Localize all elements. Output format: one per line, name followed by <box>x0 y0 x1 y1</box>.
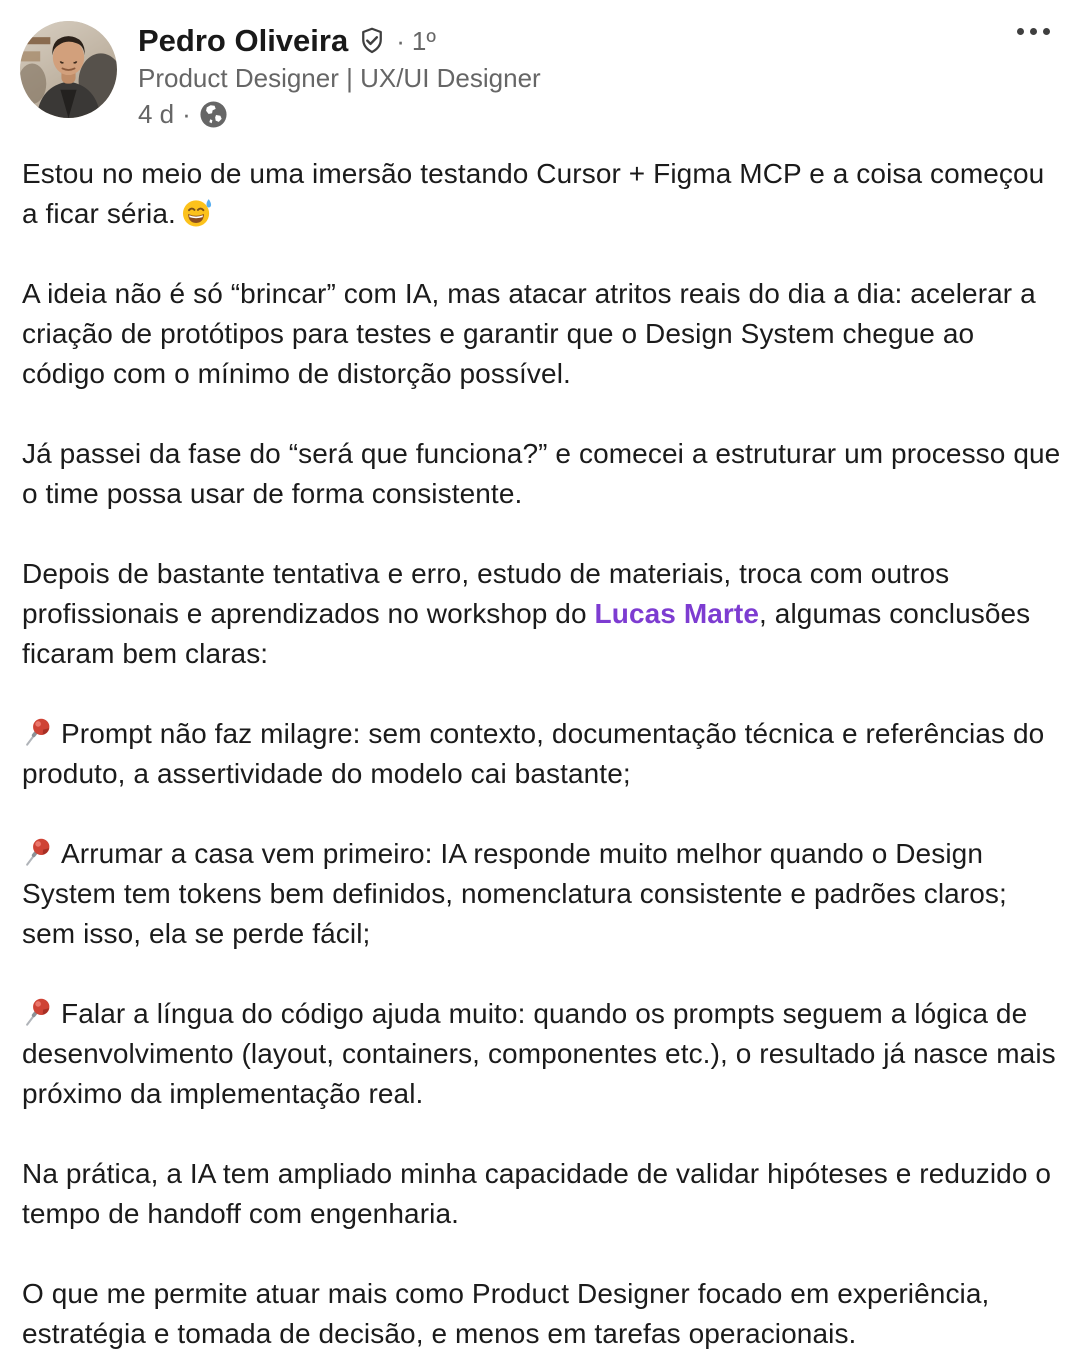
grinning-face-with-sweat-emoji <box>182 197 213 228</box>
paragraph-text: Prompt não faz milagre: sem contexto, documentação técnica e referências do produto, a assertividade do modelo cai bastante; <box>22 718 1045 789</box>
post-paragraph <box>22 994 1062 1114</box>
separator-dot: · <box>182 99 191 129</box>
mention-link-lucas-marte[interactable]: Lucas Marte <box>594 598 760 629</box>
dot <box>1030 28 1037 35</box>
post-paragraph <box>22 554 1062 674</box>
author-name[interactable]: Pedro Oliveira <box>138 23 349 58</box>
separator-dot: · <box>396 26 405 56</box>
pushpin-emoji <box>22 837 52 867</box>
post-paragraph <box>22 1274 1062 1354</box>
globe-public-icon <box>199 100 228 129</box>
post-header <box>0 0 1084 129</box>
post-paragraph <box>22 714 1062 794</box>
paragraph-text: Na prática, a IA tem ampliado minha capacidade de validar hipóteses e reduzido o tempo de handoff com engenharia. <box>22 1158 1052 1229</box>
pushpin-emoji <box>22 717 52 747</box>
paragraph-text: Depois de bastante tentativa e erro, estudo de materiais, troca com outros profissionais e aprendizados no workshop do <box>22 558 950 629</box>
post-paragraph <box>22 154 1062 234</box>
post-timestamp: 4 d <box>138 99 175 129</box>
avatar-photo <box>20 21 117 118</box>
paragraph-text: O que me permite atuar mais como Product Designer focado em experiência, estratégia e tomada de decisão, e menos em tarefas operacionais. <box>22 1278 990 1349</box>
connection-degree: 1º <box>411 26 436 56</box>
pushpin-emoji <box>22 997 52 1027</box>
author-headline: Product Designer | UX/UI Designer <box>138 63 541 93</box>
more-options-button[interactable] <box>1009 20 1058 43</box>
post-paragraph <box>22 274 1062 394</box>
avatar[interactable] <box>20 21 117 118</box>
post-body <box>0 154 1084 1354</box>
paragraph-text: Estou no meio de uma imersão testando Cursor + Figma MCP e a coisa começou a ficar séria. <box>22 158 1045 229</box>
dot <box>1017 28 1024 35</box>
post-paragraph <box>22 1154 1062 1234</box>
paragraph-text: Falar a língua do código ajuda muito: quando os prompts seguem a lógica de desenvolvimento (layout, containers, componentes etc.), o resultado já nasce mais próximo da implementação real. <box>22 998 1056 1109</box>
paragraph-text: , algumas conclusões ficaram bem claras: <box>22 598 1031 669</box>
post-paragraph <box>22 834 1062 954</box>
paragraph-text: Já passei da fase do “será que funciona?” e comecei a estruturar um processo que o time possa usar de forma consistente. <box>22 438 1061 509</box>
author-meta <box>138 21 541 129</box>
post-paragraph <box>22 434 1062 514</box>
verified-shield-icon <box>357 26 387 56</box>
paragraph-text: A ideia não é só “brincar” com IA, mas atacar atritos reais do dia a dia: acelerar a criação de protótipos para testes e garantir que o Design System chegue ao código com o mínimo de distorção possível. <box>22 278 1036 389</box>
paragraph-text: Arrumar a casa vem primeiro: IA responde muito melhor quando o Design System tem tokens bem definidos, nomenclatura consistente e padrões claros; sem isso, ela se perde fácil; <box>22 838 1007 949</box>
dot <box>1043 28 1050 35</box>
